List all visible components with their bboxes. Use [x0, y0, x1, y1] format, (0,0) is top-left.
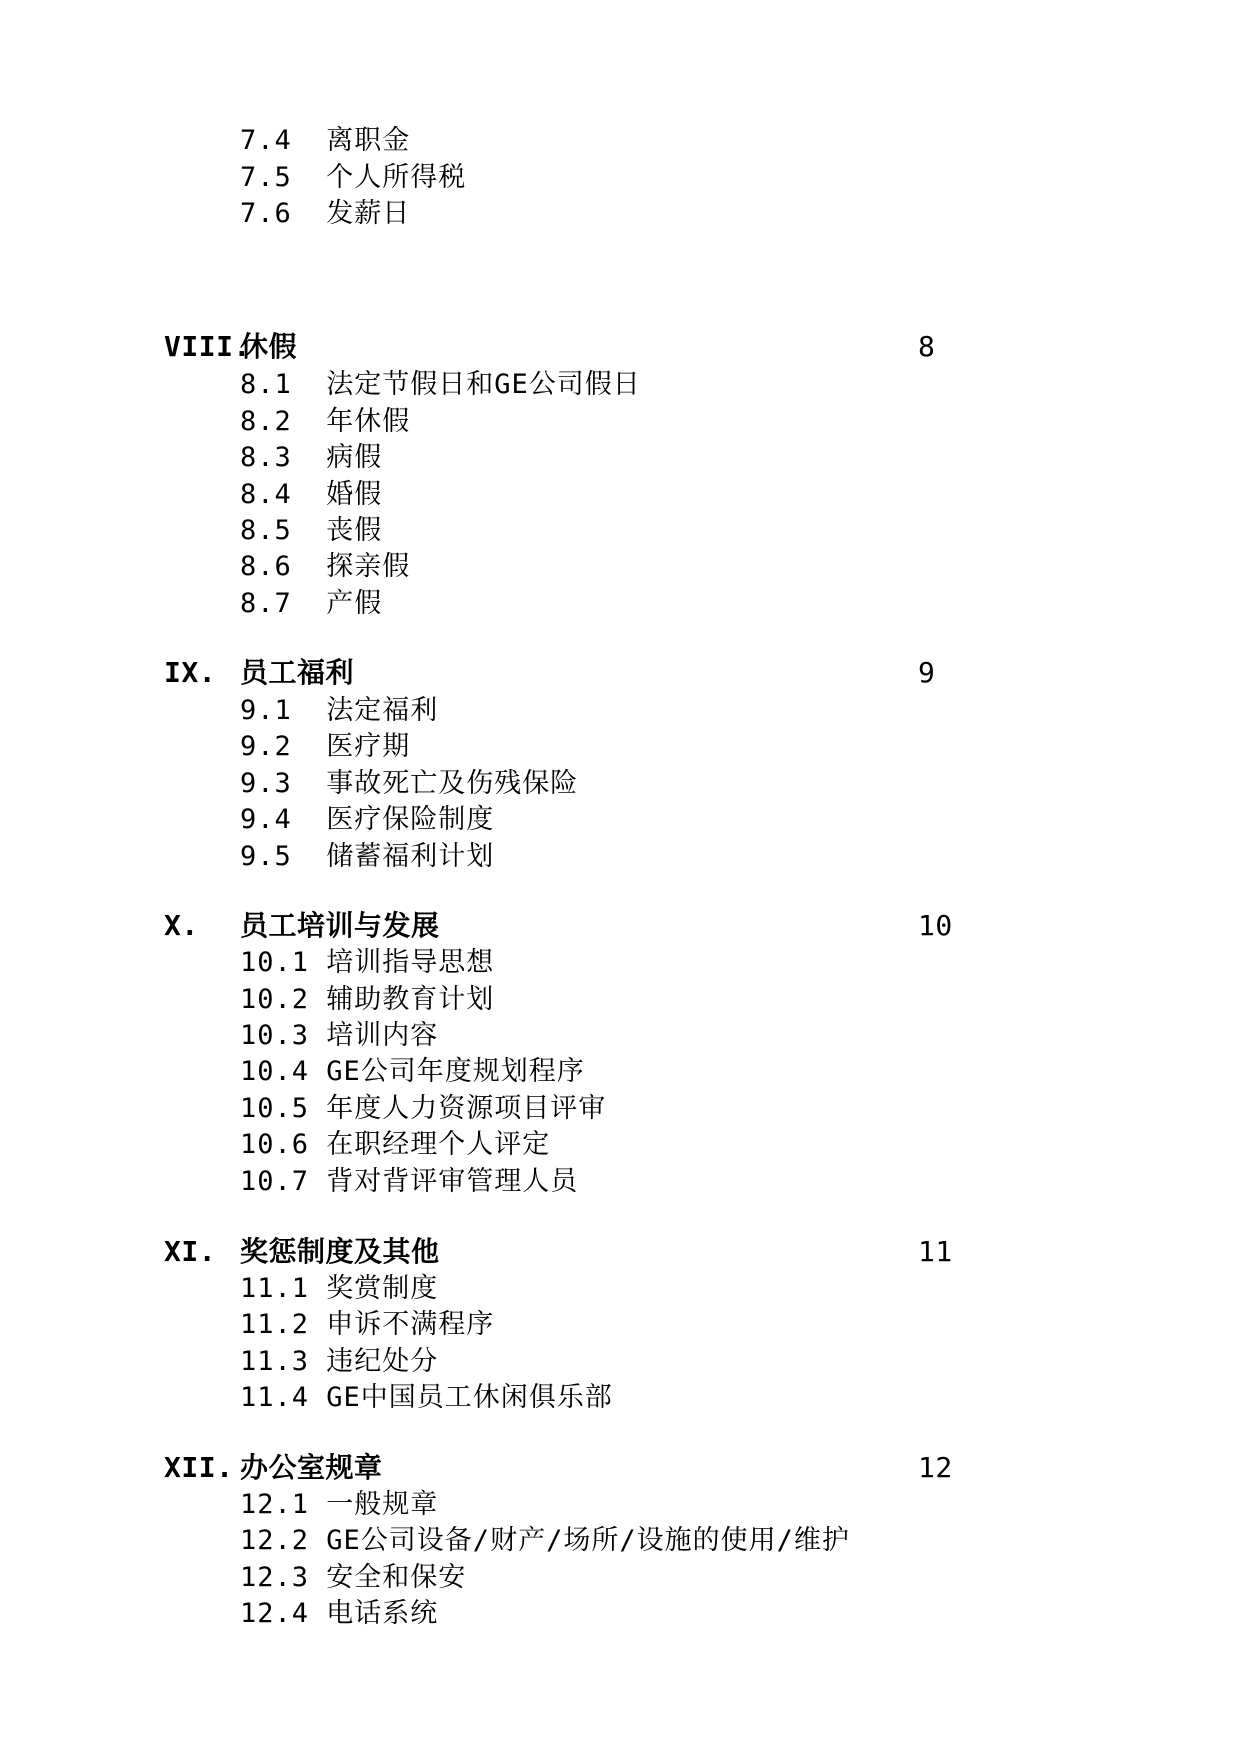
toc-item-10-2 [240, 986, 494, 1013]
toc-item-label: 安全和保安 [326, 1562, 467, 1593]
toc-item-number: 12.2 [240, 1525, 310, 1556]
toc-item-number: 10.2 [240, 984, 310, 1015]
toc-item-label: 背对背评审管理人员 [326, 1166, 579, 1197]
toc-item-number: 8.2 [240, 406, 292, 437]
toc-item-number: 8.1 [240, 369, 292, 400]
toc-item-12-2 [240, 1527, 850, 1554]
toc-item-7-6 [240, 200, 410, 227]
toc-item-label: 丧假 [326, 515, 383, 546]
toc-item-10-4 [240, 1058, 585, 1085]
toc-item-label: 年度人力资源项目评审 [326, 1093, 607, 1124]
toc-item-number: 10.7 [240, 1166, 310, 1197]
toc-item-label: 培训指导思想 [326, 947, 495, 978]
toc-item-label: 婚假 [326, 479, 383, 510]
toc-item-7-4 [240, 127, 410, 154]
toc-item-8-7 [240, 590, 382, 617]
toc-item-number: 11.2 [240, 1309, 310, 1340]
toc-item-8-6 [240, 553, 410, 580]
toc-item-number: 8.5 [240, 515, 292, 546]
section-page-number: 8 [918, 330, 936, 363]
toc-item-number: 12.1 [240, 1489, 310, 1520]
toc-item-label: 医疗保险制度 [326, 804, 495, 835]
toc-item-label: 申诉不满程序 [326, 1309, 495, 1340]
toc-item-11-1 [240, 1275, 438, 1302]
toc-item-10-1 [240, 949, 494, 976]
toc-item-number: 8.7 [240, 588, 292, 619]
section-page-number: 10 [918, 909, 953, 942]
toc-item-label: 个人所得税 [326, 162, 467, 193]
toc-item-label: 医疗期 [326, 731, 411, 762]
toc-item-8-1 [240, 371, 641, 398]
toc-item-number: 8.3 [240, 442, 292, 473]
section-number: XI. [164, 1235, 217, 1268]
toc-item-number: 12.3 [240, 1562, 310, 1593]
section-title: 休假 [240, 330, 298, 363]
toc-item-7-5 [240, 164, 466, 191]
toc-item-label: 奖赏制度 [326, 1273, 439, 1304]
toc-item-number: 9.2 [240, 731, 292, 762]
toc-item-label: 法定福利 [326, 695, 439, 726]
toc-item-8-4 [240, 481, 382, 508]
toc-item-number: 9.4 [240, 804, 292, 835]
toc-item-number: 7.5 [240, 162, 292, 193]
toc-item-number: 10.4 [240, 1056, 310, 1087]
section-title: 员工福利 [240, 656, 355, 689]
toc-item-label: 探亲假 [326, 551, 411, 582]
section-title: 奖惩制度及其他 [240, 1235, 440, 1268]
toc-item-label: 事故死亡及伤残保险 [326, 768, 579, 799]
section-page-number: 11 [918, 1235, 953, 1268]
toc-item-number: 8.6 [240, 551, 292, 582]
toc-item-label: 病假 [326, 442, 383, 473]
toc-item-label: 储蓄福利计划 [326, 841, 495, 872]
toc-item-11-3 [240, 1348, 438, 1375]
toc-item-10-7 [240, 1168, 578, 1195]
section-number: IX. [164, 656, 217, 689]
toc-item-label: 一般规章 [326, 1489, 439, 1520]
toc-item-11-4 [240, 1384, 613, 1411]
toc-item-label: 在职经理个人评定 [326, 1129, 551, 1160]
toc-item-8-2 [240, 408, 410, 435]
toc-item-label: 发薪日 [326, 198, 411, 229]
toc-item-10-5 [240, 1095, 606, 1122]
toc-item-label: 辅助教育计划 [326, 984, 495, 1015]
toc-item-number: 9.1 [240, 695, 292, 726]
toc-item-number: 10.1 [240, 947, 310, 978]
toc-item-number: 10.5 [240, 1093, 310, 1124]
toc-item-number: 11.4 [240, 1382, 310, 1413]
toc-item-12-1 [240, 1491, 438, 1518]
toc-item-9-4 [240, 806, 494, 833]
toc-item-8-5 [240, 517, 382, 544]
toc-item-number: 8.4 [240, 479, 292, 510]
toc-item-label: 培训内容 [326, 1020, 439, 1051]
section-title: 办公室规章 [240, 1451, 383, 1484]
toc-item-label: GE中国员工休闲俱乐部 [326, 1382, 613, 1413]
toc-item-8-3 [240, 444, 382, 471]
section-page-number: 9 [918, 656, 936, 689]
toc-item-label: 电话系统 [326, 1598, 439, 1629]
toc-item-label: 产假 [326, 588, 383, 619]
section-number: XII. [164, 1451, 234, 1484]
toc-item-label: 法定节假日和GE公司假日 [326, 369, 641, 400]
section-title: 员工培训与发展 [240, 909, 440, 942]
toc-item-label: 年休假 [326, 406, 411, 437]
toc-item-9-3 [240, 770, 578, 797]
toc-item-number: 10.6 [240, 1129, 310, 1160]
toc-item-11-2 [240, 1311, 494, 1338]
toc-item-label: 违纪处分 [326, 1346, 439, 1377]
toc-item-number: 11.1 [240, 1273, 310, 1304]
section-number: X. [164, 909, 199, 942]
toc-item-9-1 [240, 697, 438, 724]
toc-item-number: 11.3 [240, 1346, 310, 1377]
toc-item-number: 10.3 [240, 1020, 310, 1051]
section-number: VIII. [164, 330, 251, 363]
toc-item-10-6 [240, 1131, 550, 1158]
toc-item-10-3 [240, 1022, 438, 1049]
toc-item-label: 离职金 [326, 125, 411, 156]
toc-item-12-3 [240, 1564, 466, 1591]
section-page-number: 12 [918, 1451, 953, 1484]
toc-item-label: GE公司年度规划程序 [326, 1056, 585, 1087]
toc-item-9-2 [240, 733, 410, 760]
toc-item-number: 7.4 [240, 125, 292, 156]
toc-item-number: 9.3 [240, 768, 292, 799]
toc-item-number: 12.4 [240, 1598, 310, 1629]
toc-item-label: GE公司设备/财产/场所/设施的使用/维护 [326, 1525, 850, 1556]
toc-item-number: 9.5 [240, 841, 292, 872]
toc-item-12-4 [240, 1600, 438, 1627]
toc-item-9-5 [240, 843, 494, 870]
toc-item-number: 7.6 [240, 198, 292, 229]
